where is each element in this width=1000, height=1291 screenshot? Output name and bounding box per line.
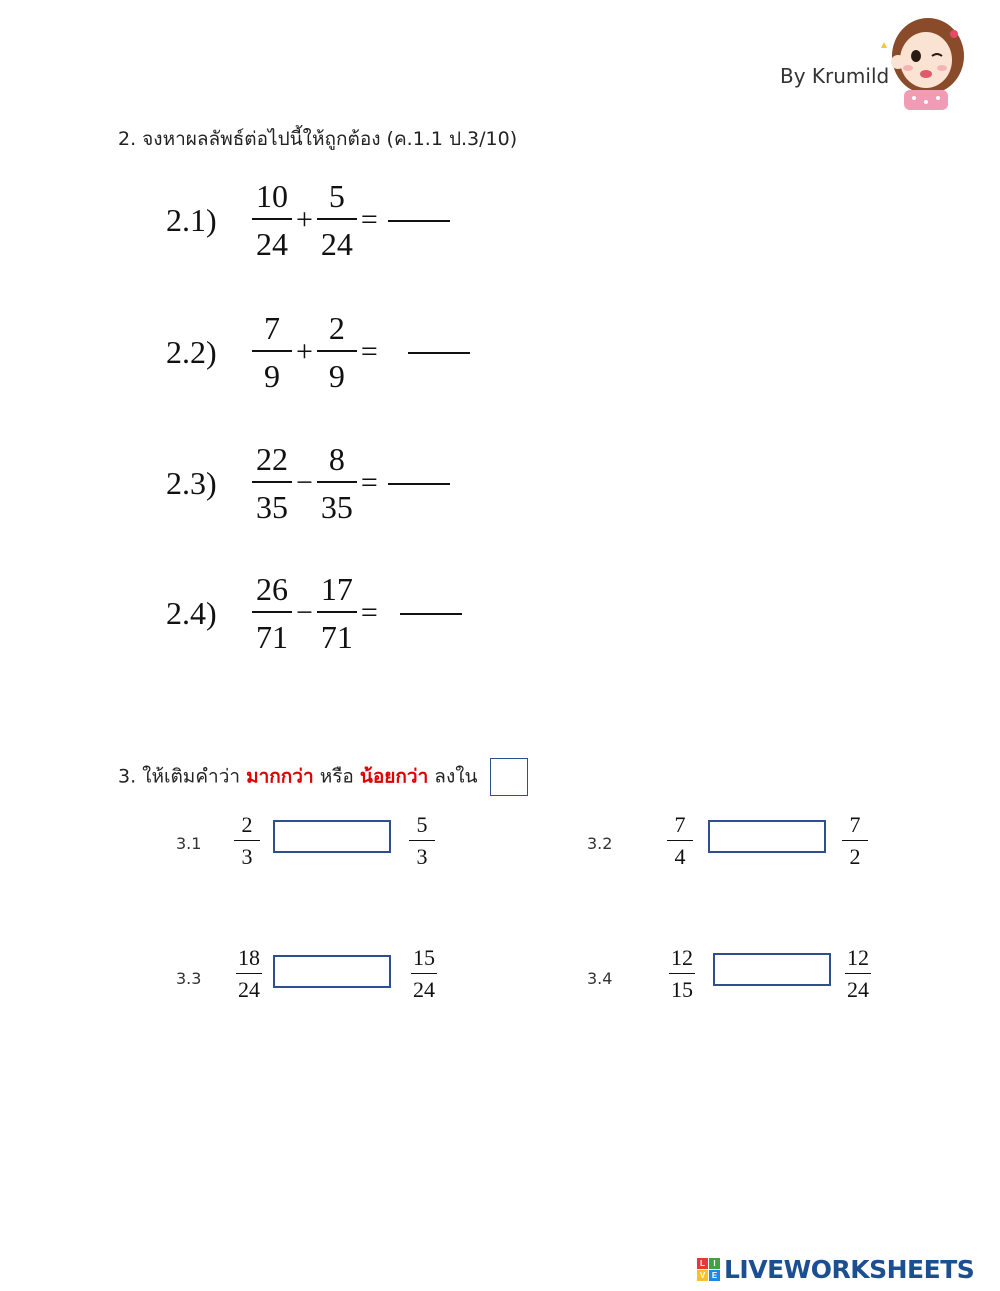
q3-instruction xyxy=(118,758,528,796)
fraction-a xyxy=(236,947,262,1001)
numerator: 17 xyxy=(317,573,357,613)
numerator: 5 xyxy=(409,814,435,841)
example-box xyxy=(490,758,528,796)
item-label: 2.2) xyxy=(166,333,217,370)
answer-blank[interactable] xyxy=(388,220,450,222)
girl-avatar-icon xyxy=(878,12,970,110)
denominator: 3 xyxy=(241,844,253,869)
item-label: 3.2 xyxy=(587,834,613,853)
denominator: 4 xyxy=(674,844,686,869)
item-label: 2.3) xyxy=(166,464,217,501)
equals-sign: = xyxy=(360,335,378,368)
fraction-a xyxy=(234,814,260,868)
fraction-a xyxy=(252,443,292,523)
numerator: 22 xyxy=(252,443,292,483)
fraction-b xyxy=(317,312,357,392)
item-label: 3.4 xyxy=(587,969,613,988)
denominator: 71 xyxy=(256,619,288,655)
operator: + xyxy=(296,203,313,236)
denominator: 71 xyxy=(320,619,353,655)
fraction-b xyxy=(317,443,357,523)
numerator: 12 xyxy=(669,947,695,974)
denominator: 35 xyxy=(256,489,288,525)
fraction-a xyxy=(669,947,695,1001)
numerator: 2 xyxy=(317,312,357,352)
fraction-a xyxy=(252,180,292,260)
numerator: 26 xyxy=(252,573,292,613)
equals-sign: = xyxy=(360,203,378,236)
numerator: 2 xyxy=(234,814,260,841)
item-label: 2.4) xyxy=(166,594,217,631)
denominator: 35 xyxy=(320,489,353,525)
denominator: 3 xyxy=(416,844,428,869)
denominator: 24 xyxy=(413,977,435,1002)
numerator: 8 xyxy=(317,443,357,483)
answer-blank[interactable] xyxy=(388,483,450,485)
liveworksheets-logo xyxy=(697,1255,974,1284)
denominator: 9 xyxy=(328,358,345,394)
fraction-a xyxy=(252,573,292,653)
logo-letter: I xyxy=(709,1258,720,1269)
answer-input-3-1[interactable] xyxy=(273,820,391,853)
answer-input-3-2[interactable] xyxy=(708,820,826,853)
fraction-b xyxy=(842,814,868,868)
fraction-b xyxy=(411,947,437,1001)
numerator: 7 xyxy=(667,814,693,841)
word-more: มากกว่า xyxy=(246,765,314,788)
item-label: 3.1 xyxy=(176,834,202,853)
q3-title-suffix: ลงใน xyxy=(434,765,478,788)
fraction-b xyxy=(317,180,357,260)
denominator: 24 xyxy=(320,226,353,262)
word-or: หรือ xyxy=(319,765,354,788)
denominator: 9 xyxy=(264,358,280,394)
author-credit: By Krumild xyxy=(780,64,890,88)
logo-text: LIVEWORKSHEETS xyxy=(724,1255,975,1284)
denominator: 2 xyxy=(849,844,861,869)
operator: − xyxy=(296,596,313,629)
answer-input-3-3[interactable] xyxy=(273,955,391,988)
answer-blank[interactable] xyxy=(408,352,470,354)
item-label: 3.3 xyxy=(176,969,202,988)
q2-item xyxy=(166,180,450,260)
numerator: 12 xyxy=(845,947,871,974)
numerator: 15 xyxy=(411,947,437,974)
logo-letter: E xyxy=(709,1270,720,1281)
q3-title-prefix: 3. ให้เติมคำว่า xyxy=(118,765,241,788)
q2-item xyxy=(166,573,462,653)
logo-letter: V xyxy=(697,1270,708,1281)
equals-sign: = xyxy=(360,596,378,629)
q2-item xyxy=(166,312,470,392)
fraction-a xyxy=(667,814,693,868)
q2-instruction: 2. จงหาผลลัพธ์ต่อไปนี้ให้ถูกต้อง (ค.1.1 ป.3/10) xyxy=(118,128,518,150)
logo-letter: L xyxy=(697,1258,708,1269)
answer-blank[interactable] xyxy=(400,613,462,615)
fraction-b xyxy=(317,573,357,653)
numerator: 10 xyxy=(252,180,292,220)
fraction-b xyxy=(845,947,871,1001)
numerator: 7 xyxy=(842,814,868,841)
operator: + xyxy=(296,335,313,368)
q2-item xyxy=(166,443,450,523)
word-less: น้อยกว่า xyxy=(359,765,429,788)
equals-sign: = xyxy=(360,466,378,499)
fraction-b xyxy=(409,814,435,868)
denominator: 24 xyxy=(847,977,869,1002)
item-label: 2.1) xyxy=(166,201,217,238)
operator: − xyxy=(296,466,313,499)
denominator: 24 xyxy=(238,977,260,1002)
numerator: 18 xyxy=(236,947,262,974)
answer-input-3-4[interactable] xyxy=(713,953,831,986)
numerator: 5 xyxy=(317,180,357,220)
fraction-a xyxy=(252,312,292,392)
logo-icon xyxy=(697,1258,720,1281)
numerator: 7 xyxy=(252,312,292,352)
denominator: 15 xyxy=(671,977,693,1002)
denominator: 24 xyxy=(256,226,288,262)
